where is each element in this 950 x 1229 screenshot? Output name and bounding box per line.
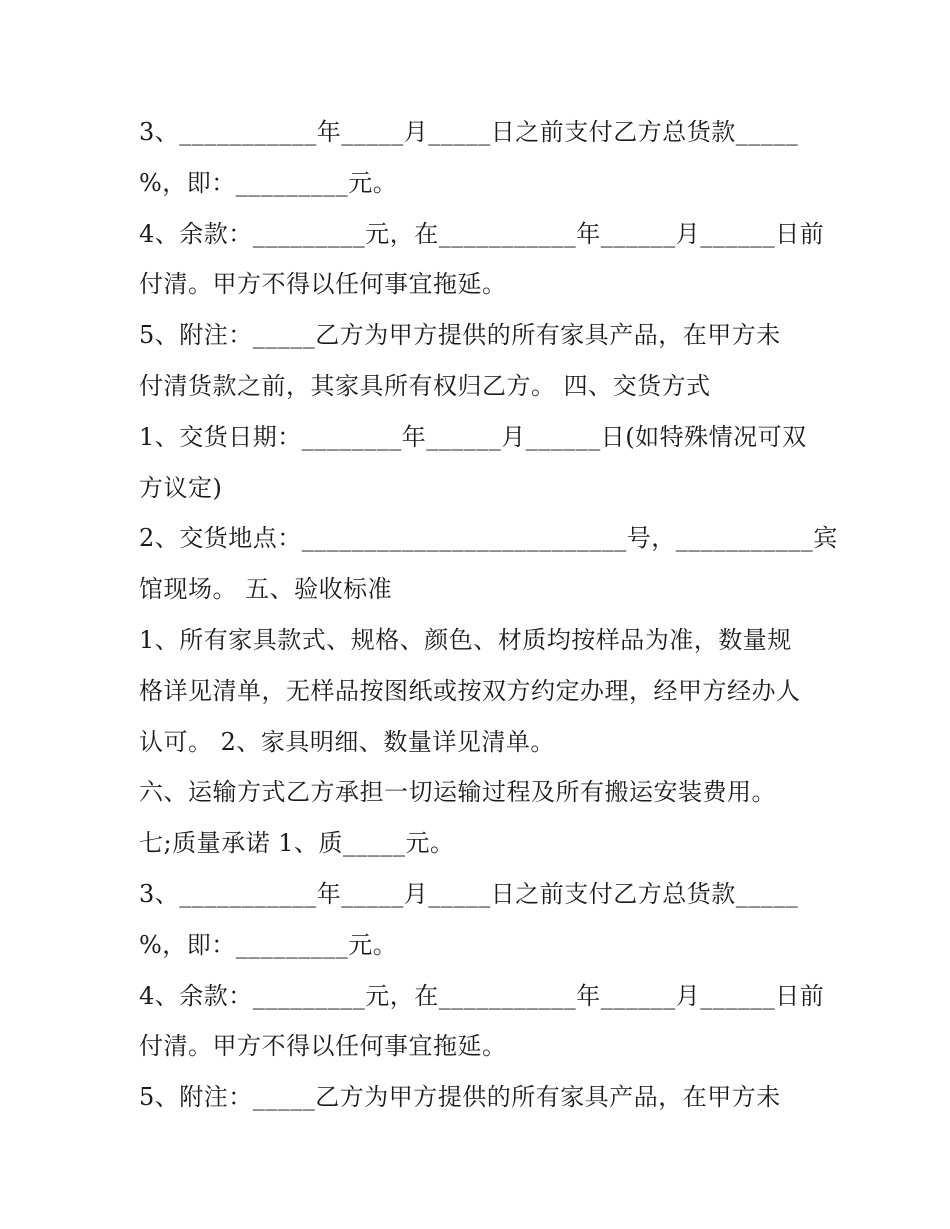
text-line: 2、交货地点：__________________________号，___________宾 bbox=[139, 524, 838, 553]
text-line: 格详见清单，无样品按图纸或按双方约定办理，经甲方经办人 bbox=[139, 676, 801, 705]
text-line: 付清。甲方不得以任何事宜拖延。 bbox=[139, 270, 507, 299]
text-line: 馆现场。 五、验收标准 bbox=[139, 575, 393, 604]
text-line: %，即：_________元。 bbox=[139, 930, 398, 959]
text-line: 付清货款之前，其家具所有权归乙方。 四、交货方式 bbox=[139, 371, 711, 400]
document-body bbox=[139, 107, 838, 1123]
text-line: 3、___________年_____月_____日之前支付乙方总货款_____ bbox=[139, 879, 799, 908]
text-line: 六、运输方式乙方承担一切运输过程及所有搬运安装费用。 bbox=[139, 778, 776, 807]
text-line: 付清。甲方不得以任何事宜拖延。 bbox=[139, 1032, 507, 1061]
text-line: %，即：_________元。 bbox=[139, 168, 398, 197]
text-line: 七;质量承诺 1、质_____元。 bbox=[139, 829, 455, 858]
text-line: 1、所有家具款式、规格、颜色、材质均按样品为准，数量规 bbox=[139, 625, 792, 654]
text-line: 4、余款：_________元，在___________年______月______日前 bbox=[139, 219, 825, 248]
text-line: 认可。 2、家具明细、数量详见清单。 bbox=[139, 727, 555, 756]
text-line: 5、附注：_____乙方为甲方提供的所有家具产品，在甲方未 bbox=[139, 321, 781, 350]
text-line: 1、交货日期：________年______月______日(如特殊情况可双 bbox=[139, 422, 807, 451]
text-line: 3、___________年_____月_____日之前支付乙方总货款_____ bbox=[139, 118, 799, 146]
text-line: 4、余款：_________元，在___________年______月______日前 bbox=[139, 981, 825, 1010]
text-line: 方议定) bbox=[139, 473, 223, 502]
text-line: 5、附注：_____乙方为甲方提供的所有家具产品，在甲方未 bbox=[139, 1083, 781, 1112]
